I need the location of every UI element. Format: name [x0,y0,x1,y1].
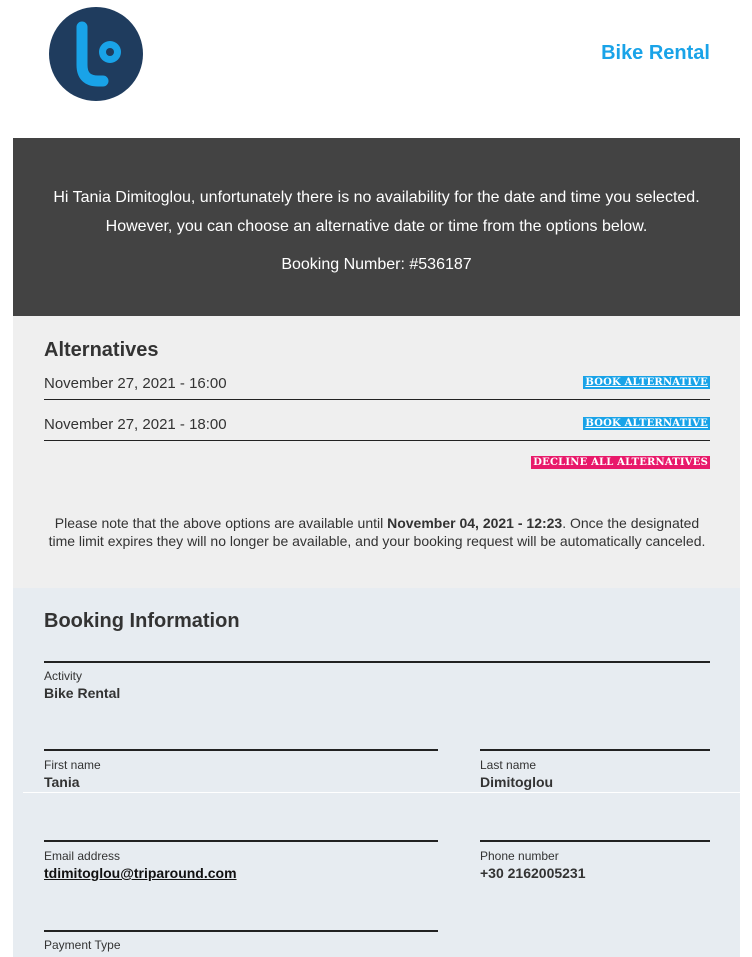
email-header [0,0,752,138]
alternative-date: November 27, 2021 - 18:00 [44,416,227,433]
decline-all-alternatives-button[interactable]: DECLINE ALL ALTERNATIVES [533,457,708,468]
book-alternative-button[interactable]: BOOK ALTERNATIVE [585,377,708,388]
booking-information-section [13,588,740,957]
divider [44,661,710,663]
booking-number: Booking Number: #536187 [281,256,472,273]
divider [44,749,438,751]
alternatives-section [13,316,740,588]
phone-label: Phone number [480,849,559,863]
phone-value: +30 2162005231 [480,865,586,881]
first-name-field [44,758,101,790]
alternatives-title: Alternatives [44,339,159,361]
header-title: Bike Rental [601,42,710,64]
payment-type-field [44,938,121,952]
booking-information-title: Booking Information [44,610,240,632]
last-name-field [480,758,553,790]
divider [480,840,710,842]
activity-label: Activity [44,669,83,683]
divider [44,840,438,842]
triparound-logo-icon [49,7,143,101]
divider [480,749,710,751]
note-text-end: . Once the designated time limit expires they will no longer be available, and your booking request will be automatically canceled. [48,515,706,549]
email-link[interactable]: tdimitoglou@triparound.com [44,865,237,881]
payment-type-label: Payment Type [44,938,121,952]
first-name-value: Tania [44,774,80,790]
row-separator [23,792,740,793]
activity-field [44,669,120,701]
alternative-row [44,370,710,400]
divider [44,930,438,932]
email-label: Email address [44,849,121,863]
first-name-label: First name [44,758,101,772]
banner-message-line-1: Hi Tania Dimitoglou, unfortunately there is no availability for the date and time you selected. [53,189,700,206]
availability-note [44,514,710,550]
notice-banner [13,138,740,316]
note-text-start: Please note that the above options are available until [54,515,388,531]
phone-field [480,849,586,881]
alternative-date: November 27, 2021 - 16:00 [44,375,227,392]
last-name-value: Dimitoglou [480,774,554,790]
last-name-label: Last name [480,758,537,772]
book-alternative-button[interactable]: BOOK ALTERNATIVE [585,418,708,429]
activity-value: Bike Rental [44,685,121,701]
banner-message-line-2: However, you can choose an alternative date or time from the options below. [105,218,648,235]
email-field [44,849,237,881]
note-deadline: November 04, 2021 - 12:23 [387,515,563,531]
alternative-row [44,411,710,441]
